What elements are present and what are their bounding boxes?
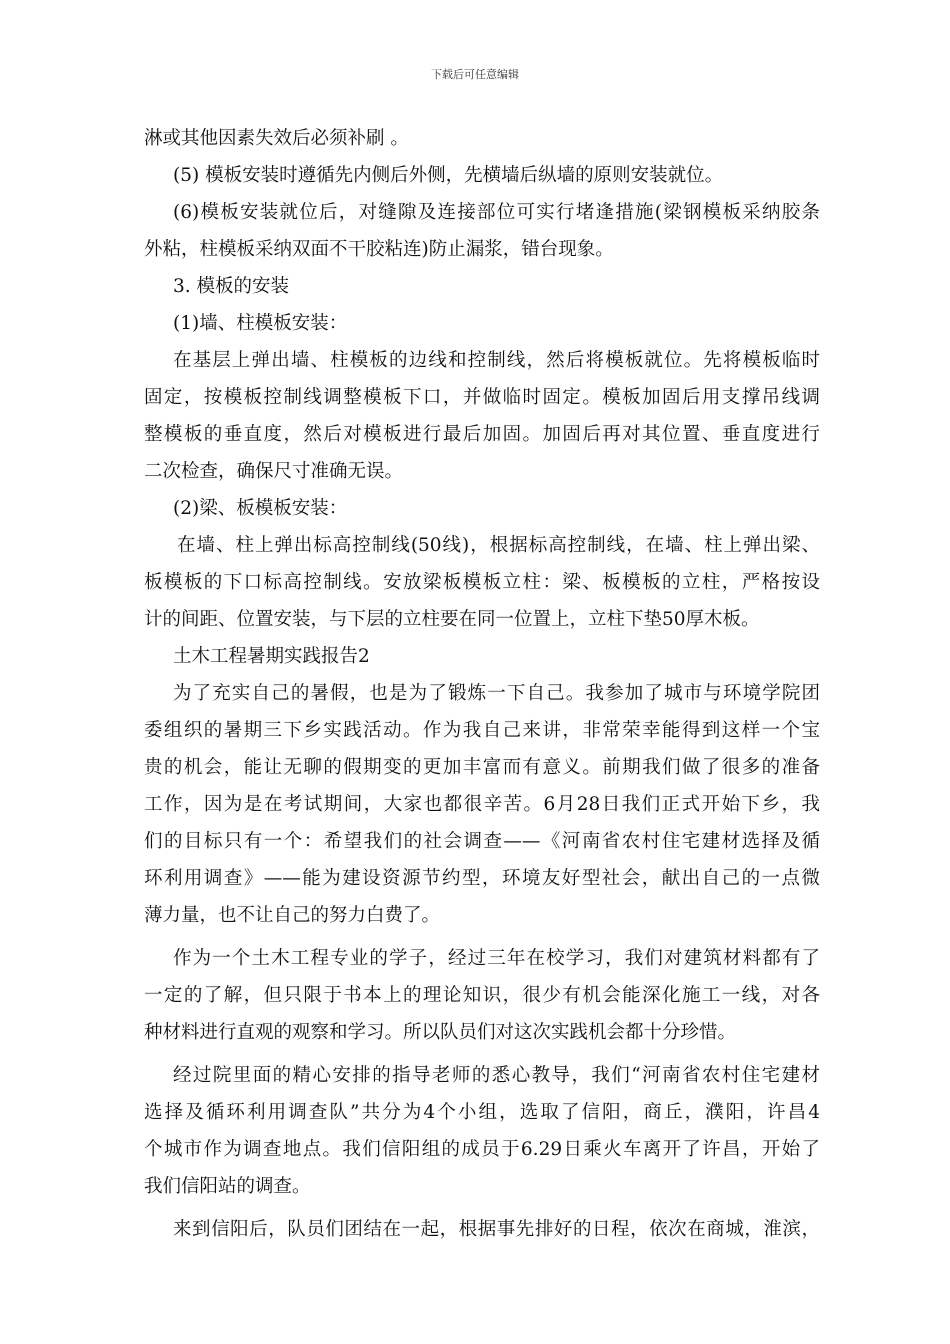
text-line: 在基层上弹出墙、柱模板的边线和控制线，然后将模板就位。先将模板临时: [173, 350, 820, 371]
text-line: 作为一个土木工程专业的学子，经过三年在校学习，我们对建筑材料都有了: [173, 948, 820, 969]
text-line: 计的间距、位置安装，与下层的立柱要在同一位置上，立柱下垫50厚木板。: [144, 609, 760, 630]
text-line: 环利用调查》——能为建设资源节约型，环境友好型社会，献出自己的一点微: [144, 868, 820, 889]
text-line: (5) 模板安装时遵循先内侧后外侧，先横墙后纵墙的原则安装就位。: [173, 165, 724, 186]
document-body: [144, 120, 820, 1248]
text-line: 来到信阳后，队员们团结在一起，根据事先排好的日程，依次在商城，淮滨，: [173, 1219, 820, 1240]
text-line: 固定，按模板控制线调整模板下口，并做临时固定。模板加固后用支撑吊线调: [144, 387, 820, 408]
text-line: 薄力量，也不让自己的努力白费了。: [144, 905, 441, 926]
section-heading: 3. 模板的安装: [173, 276, 290, 297]
text-line: 工作，因为是在考试期间，大家也都很辛苦。6月28日我们正式开始下乡，我: [144, 794, 820, 815]
text-line: 选择及循环利用调查队”共分为4个小组，选取了信阳，商丘，濮阳，许昌4: [144, 1102, 820, 1123]
text-line: 们的目标只有一个：希望我们的社会调查——《河南省农村住宅建材选择及循: [144, 831, 820, 852]
text-line: 外粘，柱模板采纳双面不干胶粘连)防止漏浆，错台现象。: [144, 239, 614, 260]
text-line: 为了充实自己的暑假，也是为了锻炼一下自己。我参加了城市与环境学院团: [173, 683, 820, 704]
text-line: 二次检查，确保尺寸准确无误。: [144, 461, 404, 482]
subsection-heading: (1)墙、柱模板安装：: [173, 313, 348, 334]
text-line: 委组织的暑期三下乡实践活动。作为我自己来讲，非常荣幸能得到这样一个宝: [144, 720, 820, 741]
text-line: 经过院里面的精心安排的指导老师的悉心教导，我们“河南省农村住宅建材: [173, 1065, 820, 1086]
subsection-heading: (2)梁、板模板安装：: [173, 498, 348, 519]
text-line: 整模板的垂直度，然后对模板进行最后加固。加固后再对其位置、垂直度进行: [144, 424, 820, 445]
text-line: 我们信阳站的调查。: [144, 1176, 311, 1197]
text-line: (6)模板安装就位后，对缝隙及连接部位可实行堵逢措施(梁钢模板采纳胶条: [173, 202, 820, 223]
text-line: 板模板的下口标高控制线。安放梁板模板立柱：梁、板模板的立柱，严格按设: [144, 572, 820, 593]
text-line: 种材料进行直观的观察和学习。所以队员们对这次实践机会都十分珍惜。: [144, 1022, 737, 1043]
report-title: 土木工程暑期实践报告2: [173, 646, 370, 667]
text-line: 个城市作为调查地点。我们信阳组的成员于6.29日乘火车离开了许昌，开始了: [144, 1139, 820, 1160]
text-line: 一定的了解，但只限于书本上的理论知识，很少有机会能深化施工一线，对各: [144, 985, 820, 1006]
download-note-header: 下载后可任意编辑: [431, 68, 519, 81]
text-line: 贵的机会，能让无聊的假期变的更加丰富而有意义。前期我们做了很多的准备: [144, 757, 820, 778]
text-line: 在墙、柱上弹出标高控制线(50线)，根据标高控制线，在墙、柱上弹出梁、: [177, 535, 820, 556]
text-line: 淋或其他因素失效后必须补刷 。: [144, 128, 409, 149]
